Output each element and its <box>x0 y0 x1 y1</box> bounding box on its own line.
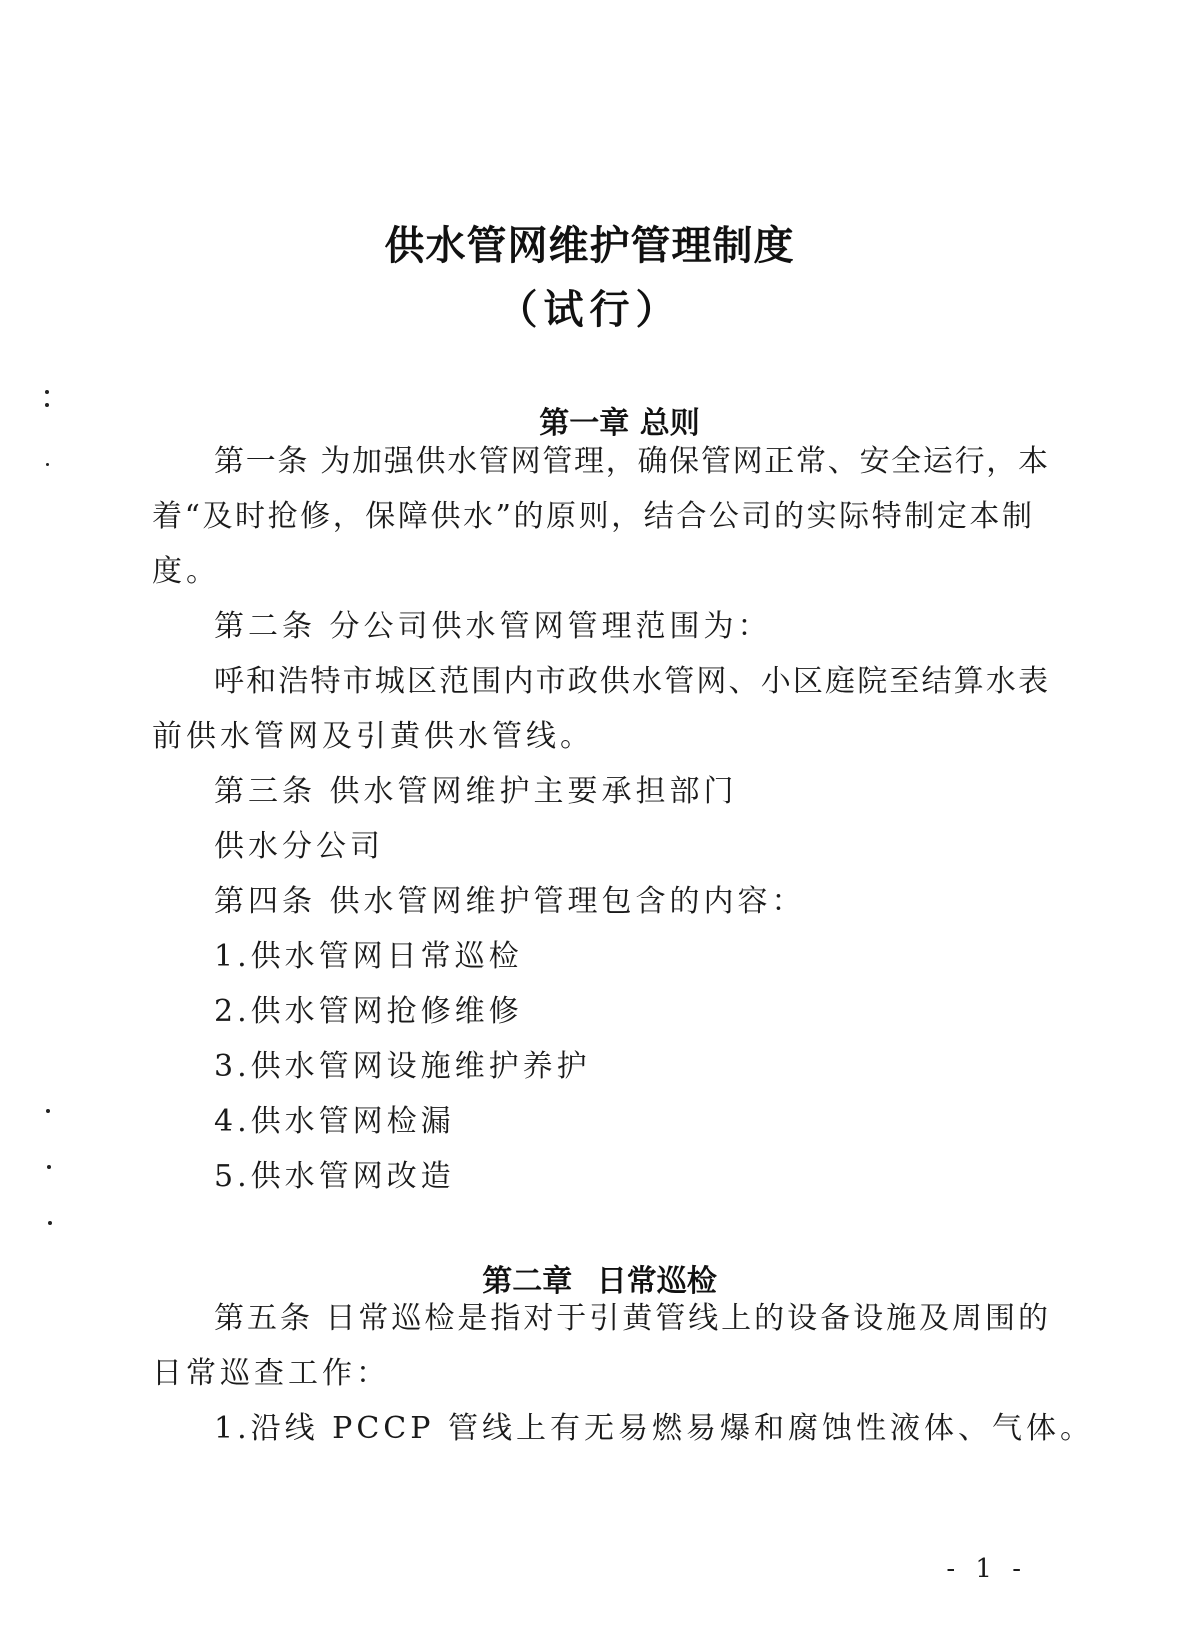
article-4-item-2: 2.供水管网抢修维修 <box>214 994 523 1029</box>
article-1-line-3: 度。 <box>152 554 220 589</box>
article-4-item-1: 1.供水管网日常巡检 <box>214 939 523 974</box>
article-2-line-2: 呼和浩特市城区范围内市政供水管网、小区庭院至结算水表 <box>214 664 1048 699</box>
scan-mark <box>45 390 49 394</box>
page-number: - 1 - <box>946 1554 1027 1584</box>
scan-mark <box>48 1221 52 1225</box>
article-1-line-2: 着“及时抢修，保障供水”的原则，结合公司的实际特制定本制 <box>152 499 1032 534</box>
article-5-item-1: 1.沿线 PCCP 管线上有无易燃易爆和腐蚀性液体、气体。 <box>214 1411 1094 1446</box>
article-4-item-3: 3.供水管网设施维护养护 <box>214 1049 591 1084</box>
document-subtitle: （试行） <box>497 287 682 333</box>
scan-mark <box>45 403 49 407</box>
scan-mark <box>46 1109 50 1113</box>
scan-mark <box>47 1165 51 1169</box>
article-2-line-1: 第二条 分公司供水管网管理范围为： <box>214 609 772 644</box>
article-2-line-3: 前供水管网及引黄供水管线。 <box>152 719 594 754</box>
chapter-1-heading: 第一章 总则 <box>539 406 700 441</box>
article-5-line-2: 日常巡查工作： <box>152 1356 390 1391</box>
article-3-line-2: 供水分公司 <box>214 829 384 864</box>
article-4-item-4: 4.供水管网检漏 <box>214 1104 455 1139</box>
scan-mark <box>46 463 49 466</box>
article-3-line-1: 第三条 供水管网维护主要承担部门 <box>214 774 738 809</box>
chapter-2-heading: 第二章 日常巡检 <box>482 1264 717 1299</box>
article-1-line-1: 第一条 为加强供水管网管理，确保管网正常、安全运行，本 <box>214 444 1048 479</box>
document-title: 供水管网维护管理制度 <box>384 223 795 269</box>
article-4-item-5: 5.供水管网改造 <box>214 1159 455 1194</box>
article-4-line-1: 第四条 供水管网维护管理包含的内容： <box>214 884 806 919</box>
article-5-line-1: 第五条 日常巡检是指对于引黄管线上的设备设施及周围的 <box>214 1301 1048 1336</box>
